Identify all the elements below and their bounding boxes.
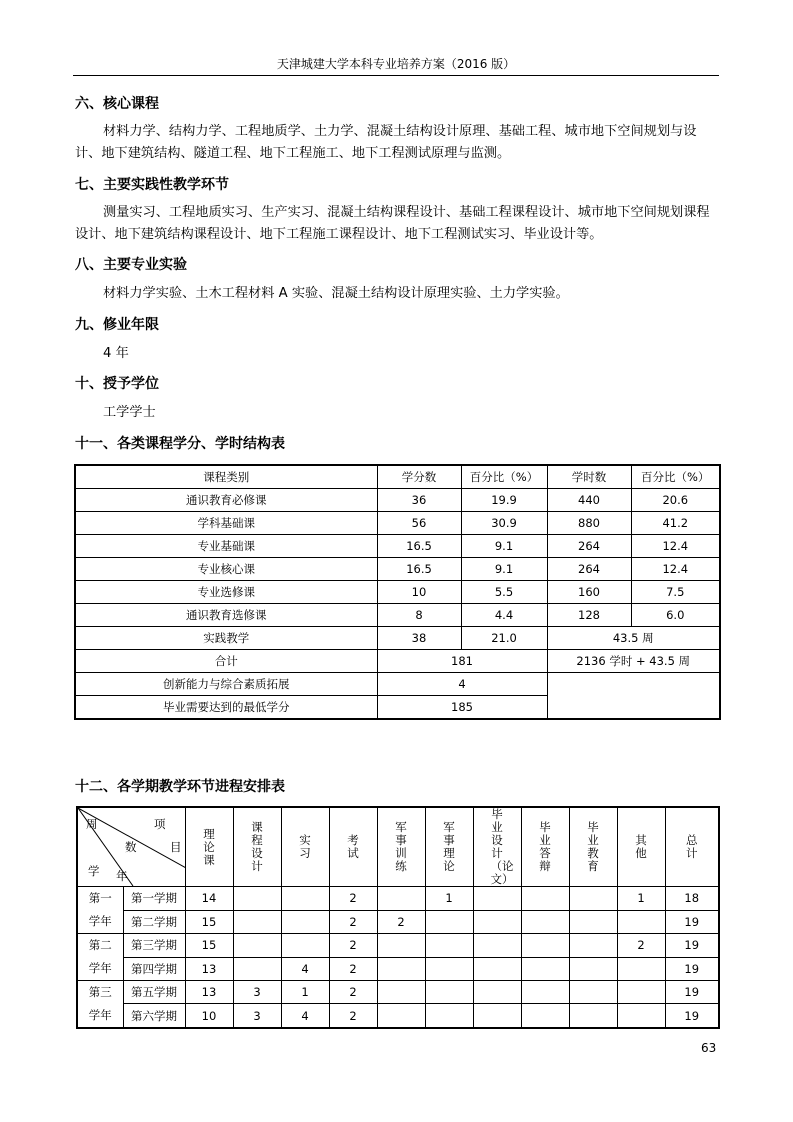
table-cell: 14 — [185, 887, 233, 911]
table-cell: 10 — [377, 581, 461, 604]
header-cell — [665, 807, 719, 887]
table-cell — [521, 1004, 569, 1028]
table-cell — [425, 1004, 473, 1028]
table-cell: 21.0 — [461, 627, 547, 650]
table-cell — [233, 887, 281, 911]
diagonal-header-cell — [77, 807, 185, 887]
year-label: 第二 — [88, 938, 112, 952]
table-row — [77, 1004, 719, 1028]
section-8-title: 八、主要专业实验 — [75, 257, 187, 273]
header-cell: 百分比（%） — [631, 465, 720, 489]
table-cell — [569, 910, 617, 934]
header-label: 军事理论 — [443, 820, 455, 873]
table-cell — [377, 1004, 425, 1028]
header-cell — [233, 807, 281, 887]
table-cell: 9.1 — [461, 535, 547, 558]
table-cell: 1 — [425, 887, 473, 911]
table-cell — [569, 934, 617, 958]
header-label: 课程设计 — [251, 820, 263, 873]
corner-label: 学 — [88, 864, 100, 878]
table-cell: 13 — [185, 957, 233, 981]
table-cell: 56 — [377, 512, 461, 535]
section-9-title: 九、修业年限 — [75, 317, 159, 333]
table-cell: 2 — [329, 1004, 377, 1028]
table-cell: 12.4 — [631, 558, 720, 581]
header-label: 其他 — [635, 833, 647, 860]
term-cell: 第四学期 — [123, 957, 185, 981]
table-cell: 19 — [665, 981, 719, 1004]
table-cell: 专业选修课 — [75, 581, 377, 604]
year-label-cell — [77, 934, 123, 981]
table-cell: 19 — [665, 934, 719, 958]
table-row — [75, 558, 720, 581]
table-cell: 1 — [617, 887, 665, 911]
table-cell: 19 — [665, 910, 719, 934]
table-cell: 440 — [547, 489, 631, 512]
total-row — [75, 650, 720, 673]
table-cell: 专业核心课 — [75, 558, 377, 581]
table-cell: 20.6 — [631, 489, 720, 512]
table-cell — [377, 934, 425, 958]
table-cell: 实践教学 — [75, 627, 377, 650]
table-cell — [425, 910, 473, 934]
table-cell — [473, 910, 521, 934]
table-cell — [233, 957, 281, 981]
table-cell — [569, 887, 617, 911]
year-label-cell — [77, 887, 123, 934]
table-cell — [521, 934, 569, 958]
year-label: 学年 — [88, 1008, 112, 1022]
table-cell — [473, 1004, 521, 1028]
section-10-title: 十、授予学位 — [75, 376, 159, 392]
table-cell: 185 — [377, 696, 547, 720]
term-cell: 第二学期 — [123, 910, 185, 934]
table-row — [75, 535, 720, 558]
table-cell — [617, 1004, 665, 1028]
header-cell: 学分数 — [377, 465, 461, 489]
term-cell: 第三学期 — [123, 934, 185, 958]
empty-cell — [547, 673, 720, 720]
section-7-body: 测量实习、工程地质实习、生产实习、混凝土结构课程设计、基础工程课程设计、城市地下空间规划课程设计、地下建筑结构课程设计、地下工程施工课程设计、地下工程测试实习、毕业设计等。 — [75, 205, 710, 242]
table-cell: 通识教育必修课 — [75, 489, 377, 512]
table-cell: 19 — [665, 957, 719, 981]
table-cell — [521, 887, 569, 911]
table-cell — [281, 910, 329, 934]
table-cell — [521, 981, 569, 1004]
table-cell: 毕业需要达到的最低学分 — [75, 696, 377, 720]
table-cell: 3 — [233, 1004, 281, 1028]
table-cell: 合计 — [75, 650, 377, 673]
running-header: 天津城建大学本科专业培养方案（2016 版） — [73, 58, 719, 76]
header-cell — [617, 807, 665, 887]
table-cell — [569, 957, 617, 981]
header-cell — [473, 807, 521, 887]
table-cell: 4 — [377, 673, 547, 696]
table-cell: 181 — [377, 650, 547, 673]
table-row — [75, 581, 720, 604]
year-label: 第三 — [88, 985, 112, 999]
table-row — [75, 512, 720, 535]
header-label: 总计 — [686, 833, 698, 860]
header-cell — [281, 807, 329, 887]
section-12-title: 十二、各学期教学环节进程安排表 — [75, 779, 285, 795]
section-10-body: 工学学士 — [103, 405, 156, 420]
header-label: 军事训练 — [395, 820, 407, 873]
table-cell: 6.0 — [631, 604, 720, 627]
credit-hour-structure-table — [74, 464, 721, 720]
semester-schedule-table — [76, 806, 720, 1029]
table-cell: 9.1 — [461, 558, 547, 581]
table-cell: 16.5 — [377, 535, 461, 558]
year-label-cell — [77, 981, 123, 1029]
table-cell — [617, 981, 665, 1004]
table-cell — [377, 887, 425, 911]
section-9-body: 4 年 — [103, 346, 129, 361]
table-cell: 19 — [665, 1004, 719, 1028]
table-cell: 30.9 — [461, 512, 547, 535]
table-cell: 创新能力与综合素质拓展 — [75, 673, 377, 696]
section-7-title: 七、主要实践性教学环节 — [75, 177, 229, 193]
table-cell: 880 — [547, 512, 631, 535]
header-label: 理论课 — [203, 826, 215, 867]
table-cell: 12.4 — [631, 535, 720, 558]
table-cell — [617, 910, 665, 934]
table-cell: 专业基础课 — [75, 535, 377, 558]
table-cell: 2 — [329, 981, 377, 1004]
table-cell: 通识教育选修课 — [75, 604, 377, 627]
corner-label: 数 — [125, 840, 137, 854]
table-cell: 2 — [329, 934, 377, 958]
term-cell: 第五学期 — [123, 981, 185, 1004]
table-row — [75, 604, 720, 627]
table-cell — [425, 957, 473, 981]
header-label: 毕业设计（论文） — [490, 807, 514, 886]
table-cell: 19.9 — [461, 489, 547, 512]
year-label: 学年 — [88, 914, 112, 928]
table-cell — [425, 934, 473, 958]
table-cell — [473, 887, 521, 911]
page-number: 63 — [701, 1041, 717, 1055]
table-row — [77, 957, 719, 981]
header-label: 考试 — [347, 833, 359, 860]
term-cell: 第一学期 — [123, 887, 185, 911]
table-cell — [281, 934, 329, 958]
header-cell: 课程类别 — [75, 465, 377, 489]
header-cell — [185, 807, 233, 887]
table-cell: 2 — [329, 957, 377, 981]
table-cell — [521, 910, 569, 934]
table-cell: 8 — [377, 604, 461, 627]
header-cell — [329, 807, 377, 887]
table-header-row — [75, 465, 720, 489]
table-cell: 5.5 — [461, 581, 547, 604]
header-cell — [569, 807, 617, 887]
header-label: 毕业教育 — [587, 820, 599, 873]
table-cell — [233, 934, 281, 958]
table-cell — [233, 910, 281, 934]
header-cell: 百分比（%） — [461, 465, 547, 489]
header-cell — [425, 807, 473, 887]
table-row — [77, 934, 719, 958]
table-header-row — [77, 807, 719, 887]
table-cell — [521, 957, 569, 981]
table-cell: 7.5 — [631, 581, 720, 604]
section-6-body: 材料力学、结构力学、工程地质学、土力学、混凝土结构设计原理、基础工程、城市地下空间规划与设计、地下建筑结构、隧道工程、地下工程施工、地下工程测试原理与监测。 — [75, 124, 697, 161]
table-cell: 15 — [185, 934, 233, 958]
corner-label: 周 — [86, 817, 98, 831]
table-cell — [569, 1004, 617, 1028]
section-6-title: 六、核心课程 — [75, 96, 159, 112]
table-cell: 10 — [185, 1004, 233, 1028]
table-cell — [425, 981, 473, 1004]
table-cell: 38 — [377, 627, 461, 650]
table-cell: 2 — [377, 910, 425, 934]
header-label: 实习 — [299, 833, 311, 860]
table-cell: 2 — [617, 934, 665, 958]
practice-row — [75, 627, 720, 650]
corner-label: 年 — [116, 869, 128, 883]
header-cell — [521, 807, 569, 887]
header-cell — [377, 807, 425, 887]
table-cell: 36 — [377, 489, 461, 512]
table-cell: 43.5 周 — [547, 627, 720, 650]
section-11-title: 十一、各类课程学分、学时结构表 — [75, 436, 285, 452]
table-cell — [377, 981, 425, 1004]
table-cell — [473, 957, 521, 981]
table-cell: 18 — [665, 887, 719, 911]
table-row — [77, 981, 719, 1004]
table-cell: 4.4 — [461, 604, 547, 627]
table-cell: 4 — [281, 957, 329, 981]
table-cell: 4 — [281, 1004, 329, 1028]
header-cell: 学时数 — [547, 465, 631, 489]
corner-label: 项 — [154, 817, 166, 831]
year-label: 第一 — [88, 891, 112, 905]
section-8-body: 材料力学实验、土木工程材料 A 实验、混凝土结构设计原理实验、土力学实验。 — [103, 286, 569, 301]
table-cell: 264 — [547, 558, 631, 581]
table-cell: 2 — [329, 887, 377, 911]
year-label: 学年 — [88, 961, 112, 975]
table-cell — [473, 981, 521, 1004]
table-cell — [473, 934, 521, 958]
table-cell: 16.5 — [377, 558, 461, 581]
table-cell — [377, 957, 425, 981]
table-cell: 15 — [185, 910, 233, 934]
table-cell: 1 — [281, 981, 329, 1004]
table-cell: 128 — [547, 604, 631, 627]
table-cell: 2 — [329, 910, 377, 934]
table-cell: 160 — [547, 581, 631, 604]
term-cell: 第六学期 — [123, 1004, 185, 1028]
table-row — [77, 910, 719, 934]
table-cell: 2136 学时 + 43.5 周 — [547, 650, 720, 673]
table-cell: 3 — [233, 981, 281, 1004]
table-row — [75, 489, 720, 512]
innovation-row — [75, 673, 720, 696]
table-cell — [617, 957, 665, 981]
table-row — [77, 887, 719, 911]
table-cell: 学科基础课 — [75, 512, 377, 535]
table-cell — [569, 981, 617, 1004]
corner-label: 目 — [170, 840, 182, 854]
table-cell: 13 — [185, 981, 233, 1004]
table-cell: 41.2 — [631, 512, 720, 535]
table-cell: 264 — [547, 535, 631, 558]
header-label: 毕业答辩 — [539, 820, 551, 873]
table-cell — [281, 887, 329, 911]
